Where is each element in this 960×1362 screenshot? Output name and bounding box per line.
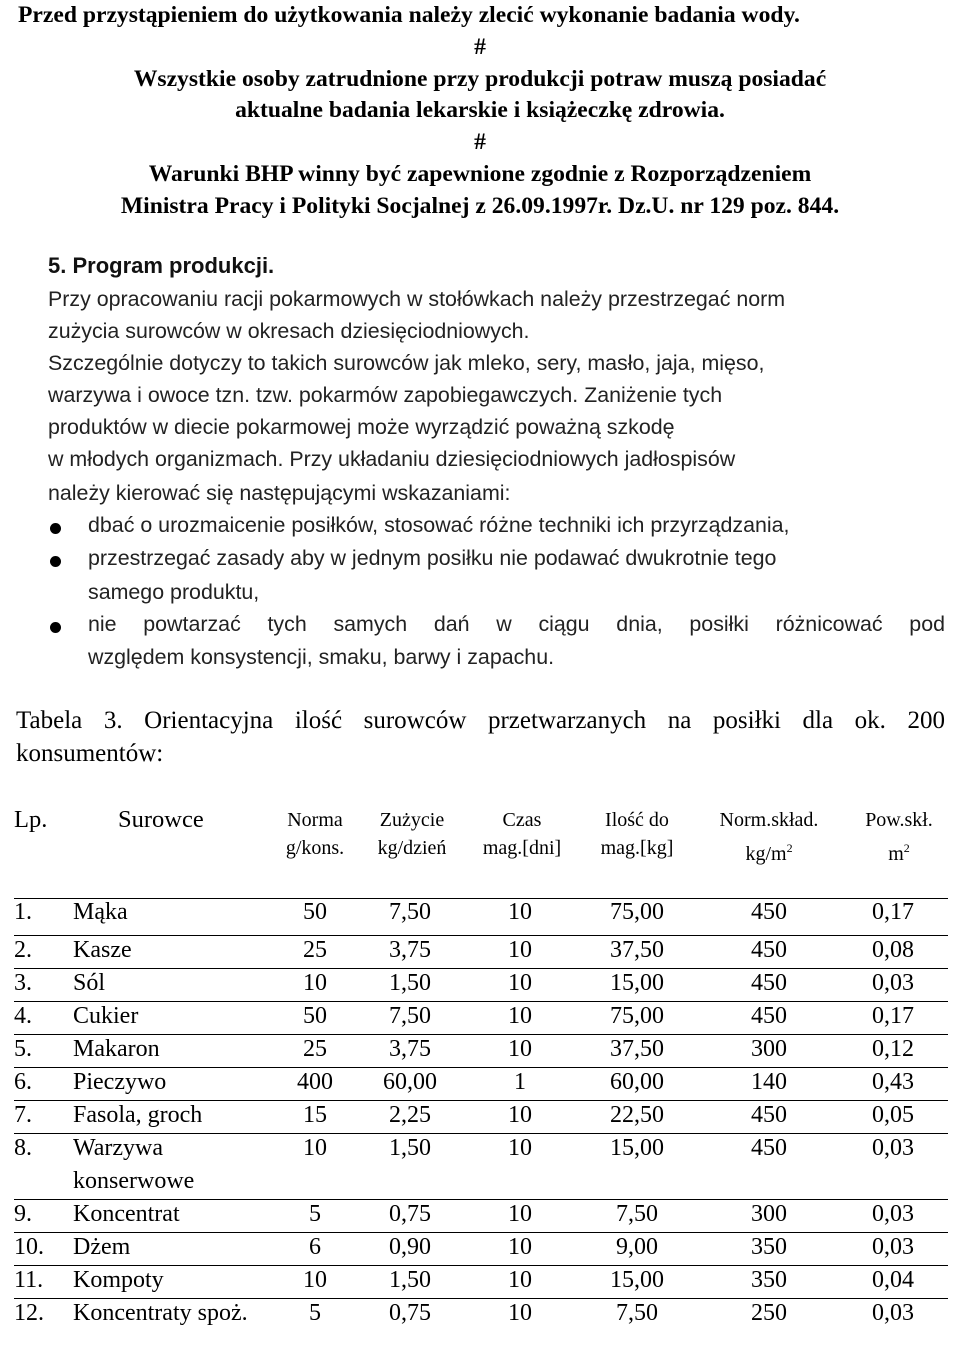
cell-pow: 0,03 <box>872 1300 914 1326</box>
cell-norm: 300 <box>751 1201 787 1227</box>
cell-czas: 10 <box>508 1300 532 1326</box>
cell-ilosc: 37,50 <box>610 1036 664 1062</box>
cell-name: Cukier <box>73 1003 139 1029</box>
header-pow-skl: Pow.skł. $m^2$ <box>865 809 933 865</box>
intro-line-health-books: aktualne badania lekarskie i książeczkę zdrowia. <box>235 97 725 123</box>
cell-czas: 10 <box>508 1003 532 1029</box>
table-rule <box>14 1199 948 1200</box>
cell-name: Pieczywo <box>73 1069 167 1095</box>
cell-czas: 10 <box>508 1234 532 1260</box>
table-caption: konsumentów: <box>16 740 164 767</box>
cell-czas: 10 <box>508 1135 532 1161</box>
cell-czas: 10 <box>508 1102 532 1128</box>
cell-pow: 0,05 <box>872 1102 914 1128</box>
cell-ilosc: 9,00 <box>616 1234 658 1260</box>
cell-norm: 140 <box>751 1069 787 1095</box>
cell-norma: 400 <box>297 1069 333 1095</box>
cell-zuzycie: 0,90 <box>389 1234 431 1260</box>
cell-czas: 10 <box>508 1201 532 1227</box>
cell-norm: 450 <box>751 970 787 996</box>
cell-name: Dżem <box>73 1234 131 1260</box>
cell-pow: 0,03 <box>872 970 914 996</box>
header-zuzycie: Zużycie kg/dzień <box>377 809 447 859</box>
cell-norma: 50 <box>303 899 327 925</box>
cell-name: Kasze <box>73 937 132 963</box>
cell-ilosc: 15,00 <box>610 1135 664 1161</box>
paragraph-line: należy kierować się następującymi wskazaniami: <box>48 481 511 505</box>
cell-pow: 0,03 <box>872 1135 914 1161</box>
cell-ilosc: 75,00 <box>610 1003 664 1029</box>
cell-lp: 3. <box>14 970 32 996</box>
cell-zuzycie: 1,50 <box>389 1267 431 1293</box>
cell-zuzycie: 3,75 <box>389 937 431 963</box>
header-surowce: Surowce <box>118 806 204 833</box>
intro-line-staff: Wszystkie osoby zatrudnione przy produkcji potraw muszą posiadać <box>133 66 827 92</box>
separator-hash: # <box>474 129 486 155</box>
header-ilosc: Ilość do mag.[kg] <box>600 809 674 859</box>
table-rule <box>14 1034 948 1035</box>
cell-lp: 1. <box>14 899 32 925</box>
section-heading: 5. Program produkcji. <box>48 253 275 278</box>
cell-ilosc: 7,50 <box>616 1300 658 1326</box>
cell-norm: 450 <box>751 899 787 925</box>
cell-norma: 5 <box>309 1201 321 1227</box>
cell-ilosc: 75,00 <box>610 899 664 925</box>
cell-ilosc: 22,50 <box>610 1102 664 1128</box>
cell-lp: 10. <box>14 1234 44 1260</box>
table-rule <box>14 1067 948 1068</box>
cell-ilosc: 37,50 <box>610 937 664 963</box>
table-rule <box>14 968 948 969</box>
bullet-icon <box>50 556 61 567</box>
cell-norm: 450 <box>751 1003 787 1029</box>
header-czas: Czas mag.[dni] <box>482 809 562 859</box>
paragraph-line: Szczególnie dotyczy to takich surowców jak mleko, sery, masło, jaja, mięso, <box>48 351 765 375</box>
cell-lp: 9. <box>14 1201 32 1227</box>
cell-pow: 0,17 <box>872 1003 914 1029</box>
cell-czas: 10 <box>508 1267 532 1293</box>
cell-name: Koncentraty spoż. <box>73 1300 248 1326</box>
cell-lp: 12. <box>14 1300 44 1326</box>
intro-line-water-test: Przed przystąpieniem do użytkowania należy zlecić wykonanie badania wody. <box>18 2 800 28</box>
cell-zuzycie: 2,25 <box>389 1102 431 1128</box>
cell-zuzycie: 0,75 <box>389 1201 431 1227</box>
cell-ilosc: 15,00 <box>610 1267 664 1293</box>
table-rule <box>14 1298 948 1299</box>
bullet-icon <box>50 523 61 534</box>
cell-norm: 450 <box>751 1102 787 1128</box>
cell-norma: 6 <box>309 1234 321 1260</box>
cell-pow: 0,08 <box>872 937 914 963</box>
table-rule <box>14 1001 948 1002</box>
cell-norm: 350 <box>751 1234 787 1260</box>
table-rule <box>14 1265 948 1266</box>
cell-czas: 10 <box>508 970 532 996</box>
intro-line-bhp: Warunki BHP winny być zapewnione zgodnie z Rozporządzeniem <box>148 161 812 187</box>
cell-lp: 2. <box>14 937 32 963</box>
cell-pow: 0,43 <box>872 1069 914 1095</box>
cell-norm: 350 <box>751 1267 787 1293</box>
cell-lp: 8. <box>14 1135 32 1161</box>
cell-norma: 50 <box>303 1003 327 1029</box>
cell-lp: 7. <box>14 1102 32 1128</box>
cell-czas: 10 <box>508 1036 532 1062</box>
header-norm-sklad: Norm.skład. $kg/m^2$ <box>719 809 819 865</box>
cell-czas: 10 <box>508 937 532 963</box>
cell-pow: 0,03 <box>872 1234 914 1260</box>
separator-hash: # <box>474 34 486 60</box>
bullet-text: przestrzegać zasady aby w jednym posiłku nie podawać dwukrotnie tego <box>88 546 777 570</box>
bullet-text: względem konsystencji, smaku, barwy i zapachu. <box>88 645 555 669</box>
cell-zuzycie: 0,75 <box>389 1300 431 1326</box>
table-rule <box>14 935 948 936</box>
intro-line-regulation: Ministra Pracy i Polityki Socjalnej z 26.09.1997r. Dz.U. nr 129 poz. 844. <box>120 193 840 219</box>
cell-zuzycie: 3,75 <box>389 1036 431 1062</box>
cell-norma: 10 <box>303 1267 327 1293</box>
cell-lp: 6. <box>14 1069 32 1095</box>
paragraph-line: produktów w diecie pokarmowej może wyrządzić poważną szkodę <box>48 415 675 439</box>
cell-pow: 0,03 <box>872 1201 914 1227</box>
cell-ilosc: 15,00 <box>610 970 664 996</box>
cell-norm: 300 <box>751 1036 787 1062</box>
header-norma: Norma g/kons. <box>285 809 345 859</box>
table-caption: Tabela 3. Orientacyjna ilość surowców przetwarzanych na posiłki dla ok. 200 <box>16 707 945 734</box>
cell-norma: 10 <box>303 970 327 996</box>
table-rule <box>14 1232 948 1233</box>
cell-ilosc: 60,00 <box>610 1069 664 1095</box>
cell-pow: 0,17 <box>872 899 914 925</box>
cell-norma: 25 <box>303 937 327 963</box>
cell-norma: 10 <box>303 1135 327 1161</box>
cell-name: Warzywa konserwowe <box>73 1135 195 1194</box>
cell-zuzycie: 7,50 <box>389 1003 431 1029</box>
bullet-text: samego produktu, <box>88 580 260 604</box>
paragraph-line: w młodych organizmach. Przy układaniu dziesięciodniowych jadłospisów <box>48 447 736 471</box>
table-rule <box>14 898 948 899</box>
cell-name: Sól <box>73 970 106 996</box>
table-rule <box>14 1100 948 1101</box>
cell-norm: 450 <box>751 1135 787 1161</box>
cell-zuzycie: 60,00 <box>383 1069 437 1095</box>
table-rule <box>14 1133 948 1134</box>
cell-name: Kompoty <box>73 1267 164 1293</box>
header-lp: Lp. <box>14 806 48 833</box>
cell-lp: 5. <box>14 1036 32 1062</box>
cell-czas: 10 <box>508 899 532 925</box>
cell-lp: 11. <box>14 1267 44 1293</box>
cell-name: Mąka <box>73 899 128 925</box>
cell-norm: 450 <box>751 937 787 963</box>
cell-zuzycie: 1,50 <box>389 1135 431 1161</box>
bullet-text: dbać o urozmaicenie posiłków, stosować różne techniki ich przyrządzania, <box>88 513 790 537</box>
bullet-text: nie powtarzać tych samych dań w ciągu dnia, posiłki różnicować pod <box>88 612 945 636</box>
cell-norm: 250 <box>751 1300 787 1326</box>
paragraph-line: Przy opracowaniu racji pokarmowych w stołówkach należy przestrzegać norm <box>48 287 786 311</box>
cell-pow: 0,12 <box>872 1036 914 1062</box>
cell-zuzycie: 7,50 <box>389 899 431 925</box>
paragraph-line: warzywa i owoce tzn. tzw. pokarmów zapobiegawczych. Zaniżenie tych <box>48 383 723 407</box>
cell-pow: 0,04 <box>872 1267 914 1293</box>
cell-norma: 25 <box>303 1036 327 1062</box>
bullet-icon <box>50 622 61 633</box>
cell-ilosc: 7,50 <box>616 1201 658 1227</box>
cell-zuzycie: 1,50 <box>389 970 431 996</box>
cell-norma: 5 <box>309 1300 321 1326</box>
cell-norma: 15 <box>303 1102 327 1128</box>
cell-name: Makaron <box>73 1036 160 1062</box>
cell-lp: 4. <box>14 1003 32 1029</box>
cell-name: Fasola, groch <box>73 1102 203 1128</box>
cell-name: Koncentrat <box>73 1201 180 1227</box>
cell-czas: 1 <box>514 1069 526 1095</box>
paragraph-line: zużycia surowców w okresach dziesięciodniowych. <box>48 319 530 343</box>
